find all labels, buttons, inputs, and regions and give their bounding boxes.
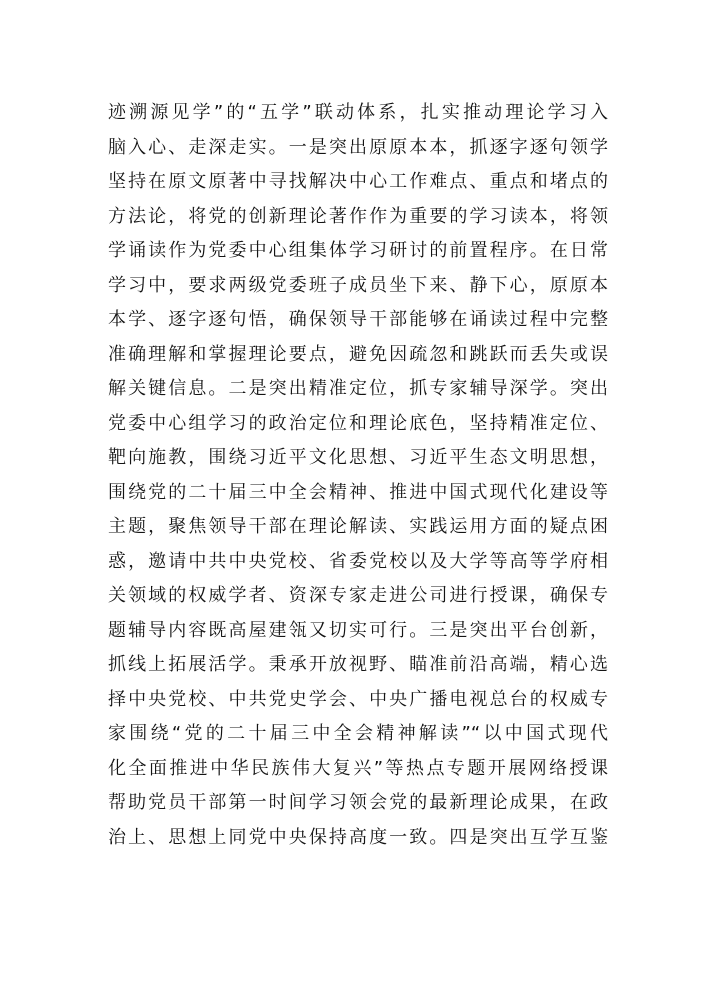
body-paragraph (108, 96, 608, 855)
text-line: 学习中，要求两级党委班子成员坐下来、静下心，原原本 (108, 274, 608, 296)
text-line: 方法论，将党的创新理论著作作为重要的学习读本，将领 (108, 205, 608, 227)
text-line: 解关键信息。二是突出精准定位，抓专家辅导深学。突出 (108, 378, 608, 399)
text-line: 本学、逐字逐句悟，确保领导干部能够在诵读过程中完整 (108, 309, 608, 330)
text-line: 学诵读作为党委中心组集体学习研讨的前置程序。在日常 (108, 240, 608, 261)
text-line: 题辅导内容既高屋建瓴又切实可行。三是突出平台创新， (108, 619, 608, 641)
text-line: 主题，聚焦领导干部在理论解读、实践运用方面的疑点困 (108, 516, 608, 537)
text-line: 关领域的权威学者、资深专家走进公司进行授课，确保专 (108, 585, 608, 606)
text-line: 脑入心、走深走实。一是突出原原本本，抓逐字逐句领学 (108, 136, 608, 158)
text-line: 围绕党的二十届三中全会精神、推进中国式现代化建设等 (108, 481, 608, 503)
text-line: 党委中心组学习的政治定位和理论底色，坚持精准定位、 (108, 412, 608, 434)
text-line: 治上、思想上同党中央保持高度一致。四是突出互学互鉴 (108, 826, 608, 848)
text-line: 靶向施教，围绕习近平文化思想、习近平生态文明思想， (108, 447, 608, 468)
text-line: 帮助党员干部第一时间学习领会党的最新理论成果，在政 (108, 792, 608, 813)
text-line: 坚持在原文原著中寻找解决中心工作难点、重点和堵点的 (108, 171, 608, 192)
text-line: 家围绕“党的二十届三中全会精神解读”“以中国式现代 (108, 723, 608, 744)
text-line: 化全面推进中华民族伟大复兴”等热点专题开展网络授课 (108, 757, 608, 779)
text-line: 迹溯源见学”的“五学”联动体系，扎实推动理论学习入 (108, 102, 608, 123)
text-line: 抓线上拓展活学。秉承开放视野、瞄准前沿高端，精心选 (108, 654, 608, 675)
text-line: 准确理解和掌握理论要点，避免因疏忽和跳跃而丢失或误 (108, 343, 608, 365)
text-line: 择中央党校、中共党史学会、中央广播电视总台的权威专 (108, 688, 608, 710)
text-line: 惑，邀请中共中央党校、省委党校以及大学等高等学府相 (108, 550, 608, 572)
